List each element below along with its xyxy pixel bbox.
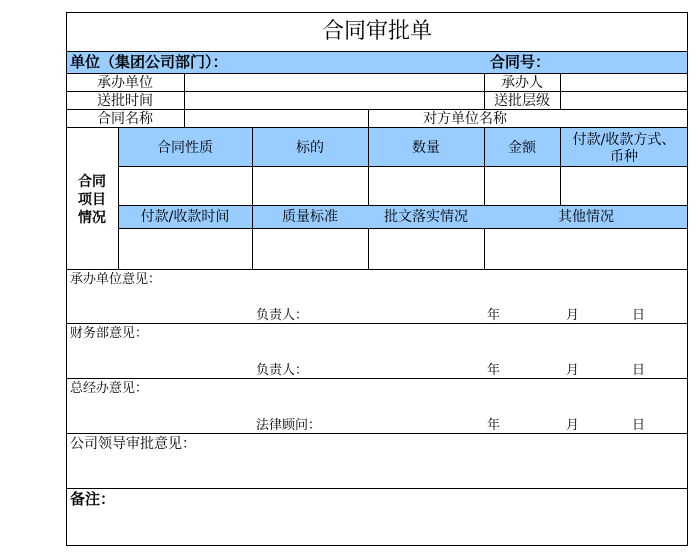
col-line bbox=[560, 73, 561, 109]
gm-office-day: 日 bbox=[632, 418, 646, 433]
section-line bbox=[66, 269, 688, 270]
submit-time-label: 送批时间 bbox=[97, 93, 153, 109]
row-line bbox=[66, 109, 688, 110]
finance-month: 月 bbox=[566, 363, 580, 378]
row-line bbox=[118, 228, 688, 229]
unit-label: 单位（集团公司部门）： bbox=[70, 53, 228, 71]
row-line bbox=[118, 166, 688, 167]
payment-method-header: 付款/收款方式、币种 bbox=[572, 132, 676, 165]
handling-unit-label: 承办单位 bbox=[97, 75, 153, 91]
gm-office-opinion-label: 总经办意见： bbox=[70, 381, 149, 396]
handling-unit-opinion-label: 承办单位意见： bbox=[70, 272, 162, 287]
gm-office-month: 月 bbox=[566, 418, 580, 433]
handling-unit-signer: 负责人： bbox=[256, 308, 309, 323]
project-side-label-2: 项目 bbox=[78, 192, 106, 208]
quantity-header: 数量 bbox=[412, 140, 440, 156]
contract-no-label: 合同号： bbox=[490, 53, 551, 71]
col-line bbox=[252, 127, 253, 206]
finance-opinion-label: 财务部意见： bbox=[70, 326, 149, 341]
row-line bbox=[66, 91, 688, 92]
payment-time-header: 付款/收款时间 bbox=[140, 209, 230, 225]
counterparty-label: 对方单位名称 bbox=[423, 111, 507, 127]
section-line bbox=[66, 433, 688, 434]
section-line bbox=[66, 323, 688, 324]
handling-unit-year: 年 bbox=[487, 308, 501, 323]
other-header: 其他情况 bbox=[558, 209, 614, 225]
finance-day: 日 bbox=[632, 363, 646, 378]
approval-status-header: 批文落实情况 bbox=[384, 209, 468, 225]
handling-unit-month: 月 bbox=[566, 308, 580, 323]
section-line bbox=[66, 378, 688, 379]
col-line bbox=[184, 73, 185, 127]
finance-signer: 负责人： bbox=[256, 363, 309, 378]
nature-header: 合同性质 bbox=[157, 140, 213, 156]
handler-label: 承办人 bbox=[501, 75, 543, 91]
finance-year: 年 bbox=[487, 363, 501, 378]
remarks-label: 备注： bbox=[70, 490, 116, 508]
gm-office-signer: 法律顾问： bbox=[256, 418, 322, 433]
contract-approval-form bbox=[66, 12, 688, 546]
header-divider bbox=[66, 73, 688, 74]
submit-level-label: 送批层级 bbox=[494, 93, 550, 109]
quality-header: 质量标准 bbox=[282, 209, 338, 225]
handling-unit-day: 日 bbox=[632, 308, 646, 323]
gm-office-year: 年 bbox=[487, 418, 501, 433]
section-line bbox=[66, 488, 688, 489]
subject-header: 标的 bbox=[296, 140, 324, 156]
project-side-label-3: 情况 bbox=[78, 210, 106, 226]
contract-name-label: 合同名称 bbox=[97, 111, 153, 127]
project-side-label-1: 合同 bbox=[78, 174, 106, 190]
leader-opinion-label: 公司领导审批意见： bbox=[70, 436, 196, 452]
amount-header: 金额 bbox=[508, 140, 536, 156]
form-title: 合同审批单 bbox=[321, 19, 432, 44]
